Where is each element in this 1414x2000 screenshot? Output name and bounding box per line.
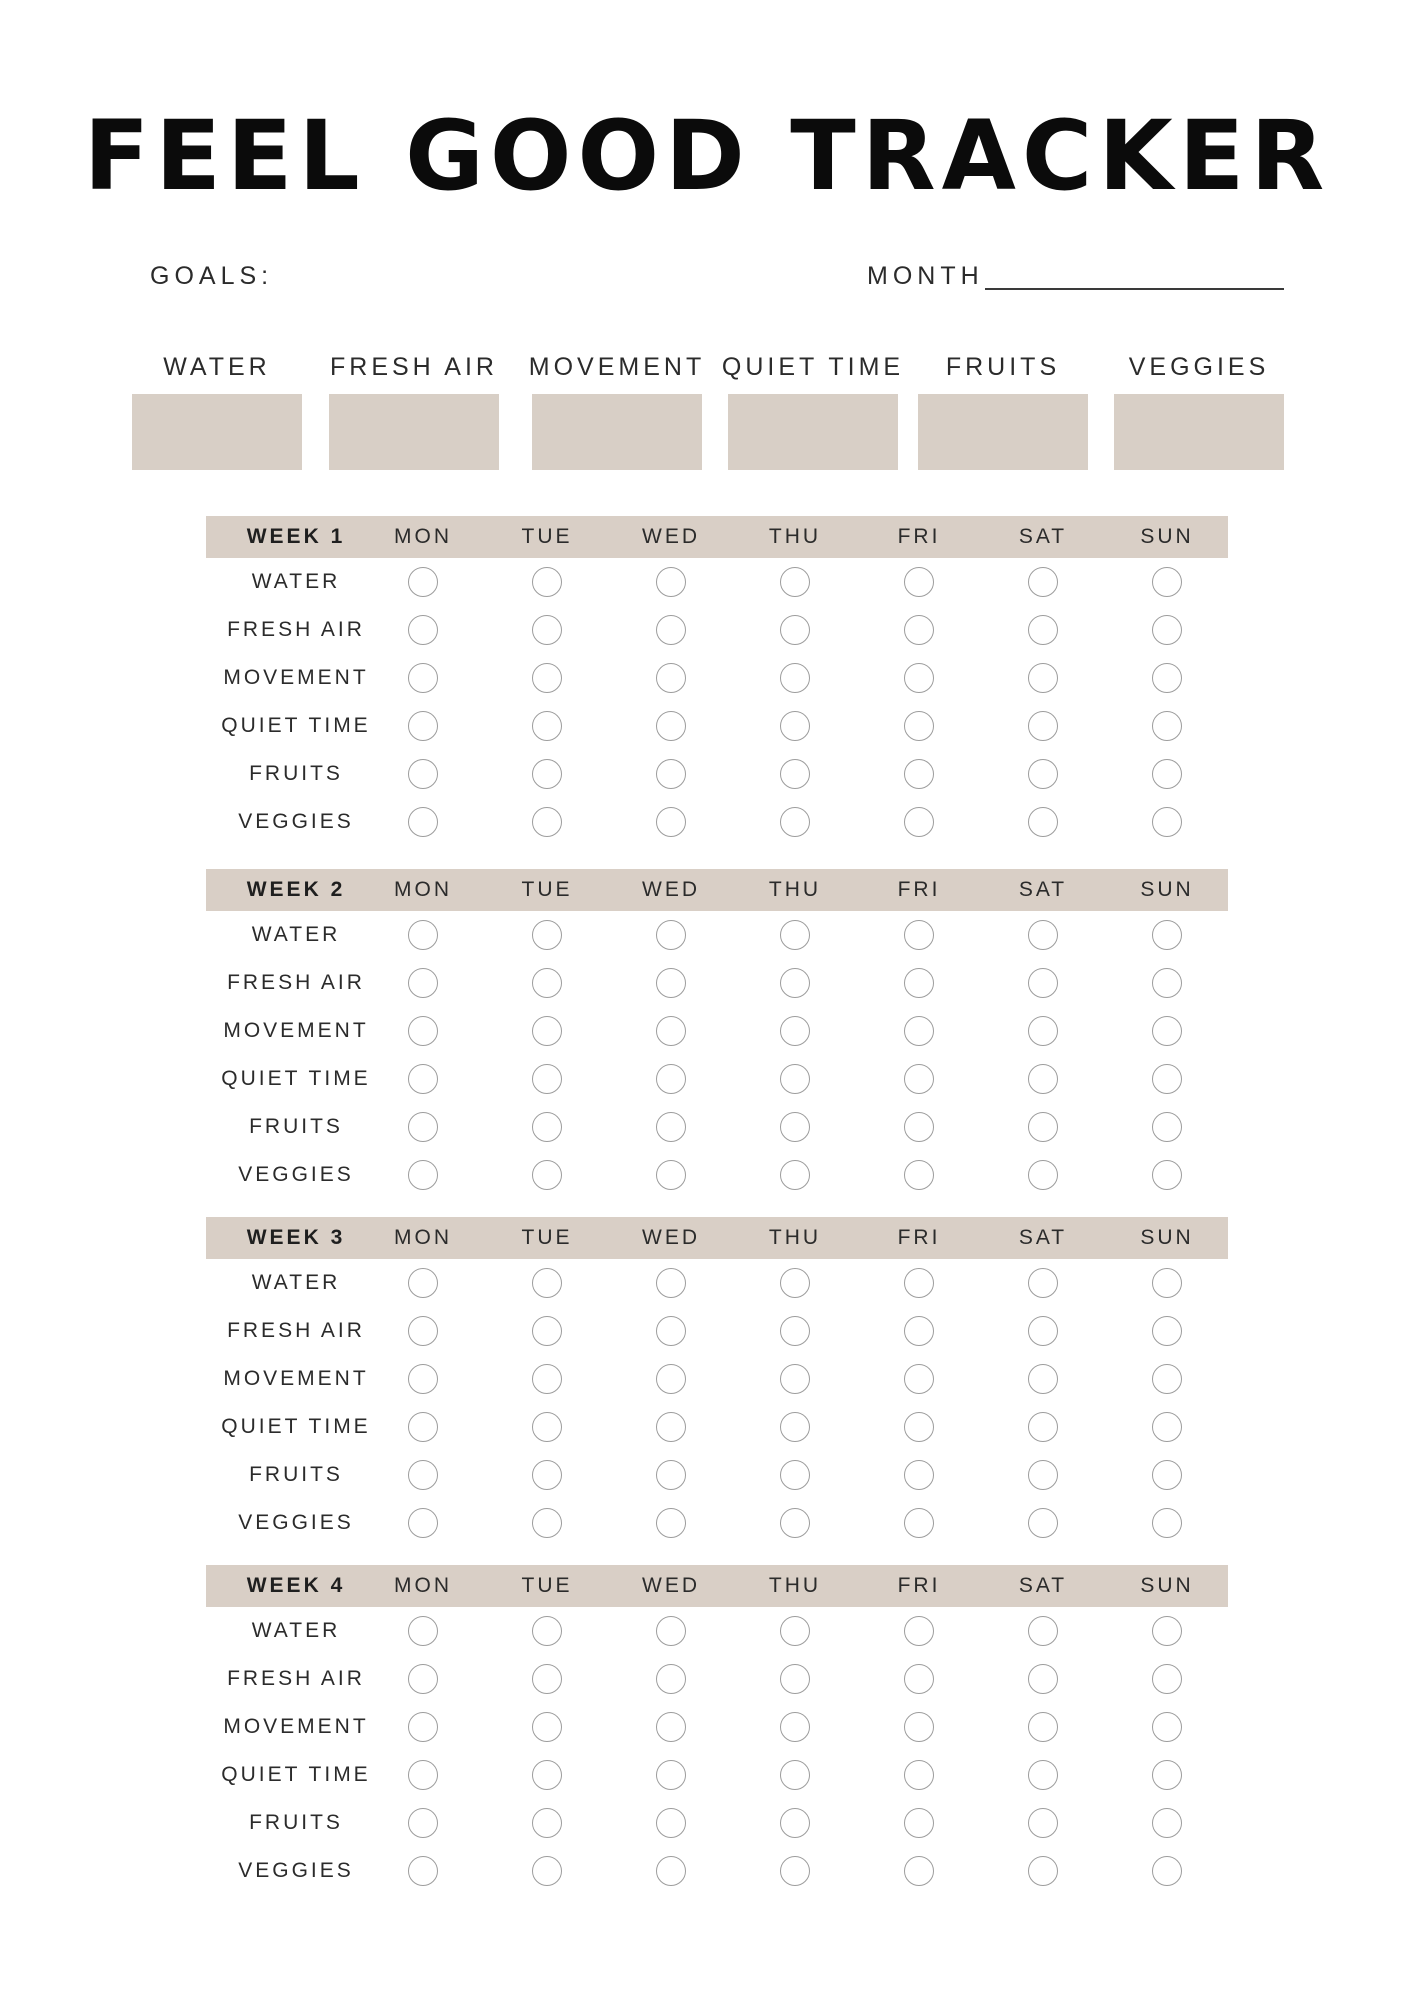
check-circle-fri[interactable] <box>904 1364 934 1394</box>
check-circle-tue[interactable] <box>532 1316 562 1346</box>
week-section-4 <box>206 1565 1228 1895</box>
check-circle-sat[interactable] <box>1028 567 1058 597</box>
check-circle-fri[interactable] <box>904 1760 934 1790</box>
habit-row-water <box>206 911 1228 959</box>
check-circle-fri[interactable] <box>904 759 934 789</box>
check-circle-fri[interactable] <box>904 1616 934 1646</box>
check-circle-fri[interactable] <box>904 1016 934 1046</box>
habit-row-fruits <box>206 1103 1228 1151</box>
check-circle-wed[interactable] <box>656 1160 686 1190</box>
check-circle-sat[interactable] <box>1028 615 1058 645</box>
habit-label: QUIET TIME <box>221 714 371 737</box>
habit-label: VEGGIES <box>238 1163 354 1186</box>
day-label-mon: MON <box>394 1226 452 1249</box>
habit-row-quiet-time <box>206 1403 1228 1451</box>
check-circle-thu[interactable] <box>780 1808 810 1838</box>
check-circle-thu[interactable] <box>780 1508 810 1538</box>
day-label-sun: SUN <box>1140 1574 1194 1597</box>
check-circle-tue[interactable] <box>532 1112 562 1142</box>
check-circle-sun[interactable] <box>1152 711 1182 741</box>
goal-label: VEGGIES <box>1128 353 1270 381</box>
check-circle-sat[interactable] <box>1028 1856 1058 1886</box>
check-circle-sat[interactable] <box>1028 1268 1058 1298</box>
check-circle-thu[interactable] <box>780 663 810 693</box>
habit-label: QUIET TIME <box>221 1067 371 1090</box>
check-circle-sat[interactable] <box>1028 1412 1058 1442</box>
day-label-sat: SAT <box>1018 1574 1068 1597</box>
check-circle-tue[interactable] <box>532 1064 562 1094</box>
check-circle-sat[interactable] <box>1028 663 1058 693</box>
goal-fresh-air <box>329 352 499 470</box>
habit-label: FRESH AIR <box>227 618 365 641</box>
check-circle-wed[interactable] <box>656 759 686 789</box>
check-circle-thu[interactable] <box>780 567 810 597</box>
goal-box-movement[interactable] <box>532 394 702 470</box>
check-circle-fri[interactable] <box>904 1268 934 1298</box>
check-circle-mon[interactable] <box>408 1160 438 1190</box>
check-circle-mon[interactable] <box>408 567 438 597</box>
habit-label: FRUITS <box>249 1811 343 1834</box>
goal-movement <box>528 352 706 470</box>
page-title: FEEL GOOD TRACKER <box>83 100 1331 212</box>
day-label-fri: FRI <box>897 525 941 548</box>
month-label: MONTH <box>867 262 984 290</box>
check-circle-fri[interactable] <box>904 615 934 645</box>
check-circle-thu[interactable] <box>780 1712 810 1742</box>
habit-row-quiet-time <box>206 702 1228 750</box>
goal-box-water[interactable] <box>132 394 302 470</box>
check-circle-sun[interactable] <box>1152 968 1182 998</box>
check-circle-mon[interactable] <box>408 1064 438 1094</box>
goal-box-fresh-air[interactable] <box>329 394 499 470</box>
week-header <box>206 516 1228 558</box>
check-circle-thu[interactable] <box>780 1760 810 1790</box>
check-circle-sat[interactable] <box>1028 968 1058 998</box>
check-circle-fri[interactable] <box>904 1460 934 1490</box>
day-label-thu: THU <box>768 1226 822 1249</box>
goal-quiet-time <box>721 352 905 470</box>
goal-label: FRESH AIR <box>330 353 498 381</box>
goal-box-quiet-time[interactable] <box>728 394 898 470</box>
check-circle-sat[interactable] <box>1028 1616 1058 1646</box>
check-circle-sat[interactable] <box>1028 1064 1058 1094</box>
day-label-fri: FRI <box>897 1226 941 1249</box>
check-circle-sun[interactable] <box>1152 1616 1182 1646</box>
week-header <box>206 1217 1228 1259</box>
check-circle-thu[interactable] <box>780 1064 810 1094</box>
day-label-tue: TUE <box>521 878 573 901</box>
check-circle-thu[interactable] <box>780 1316 810 1346</box>
check-circle-fri[interactable] <box>904 663 934 693</box>
goal-water <box>132 352 302 470</box>
check-circle-sun[interactable] <box>1152 1712 1182 1742</box>
check-circle-thu[interactable] <box>780 759 810 789</box>
check-circle-sat[interactable] <box>1028 807 1058 837</box>
week-header <box>206 1565 1228 1607</box>
week-header <box>206 869 1228 911</box>
day-label-fri: FRI <box>897 1574 941 1597</box>
check-circle-sat[interactable] <box>1028 1160 1058 1190</box>
check-circle-wed[interactable] <box>656 711 686 741</box>
check-circle-mon[interactable] <box>408 1616 438 1646</box>
check-circle-wed[interactable] <box>656 1664 686 1694</box>
habit-label: MOVEMENT <box>223 666 369 689</box>
check-circle-tue[interactable] <box>532 1664 562 1694</box>
check-circle-sun[interactable] <box>1152 1412 1182 1442</box>
check-circle-mon[interactable] <box>408 1112 438 1142</box>
habit-row-fresh-air <box>206 606 1228 654</box>
check-circle-sat[interactable] <box>1028 1016 1058 1046</box>
check-circle-mon[interactable] <box>408 663 438 693</box>
check-circle-fri[interactable] <box>904 1856 934 1886</box>
habit-row-fruits <box>206 1451 1228 1499</box>
week-section-1 <box>206 516 1228 846</box>
check-circle-fri[interactable] <box>904 1664 934 1694</box>
check-circle-sun[interactable] <box>1152 1112 1182 1142</box>
check-circle-wed[interactable] <box>656 1508 686 1538</box>
habit-row-quiet-time <box>206 1751 1228 1799</box>
day-label-wed: WED <box>642 1226 700 1249</box>
week-title: WEEK 1 <box>246 525 346 548</box>
week-title: WEEK 3 <box>246 1226 346 1249</box>
day-label-wed: WED <box>642 525 700 548</box>
goal-box-fruits[interactable] <box>918 394 1088 470</box>
habit-row-water <box>206 1259 1228 1307</box>
check-circle-thu[interactable] <box>780 1160 810 1190</box>
check-circle-sat[interactable] <box>1028 1508 1058 1538</box>
check-circle-thu[interactable] <box>780 1616 810 1646</box>
habit-label: FRESH AIR <box>227 1319 365 1342</box>
week-title: WEEK 2 <box>246 878 346 901</box>
check-circle-thu[interactable] <box>780 1856 810 1886</box>
habit-label: FRUITS <box>249 1115 343 1138</box>
goal-box-veggies[interactable] <box>1114 394 1284 470</box>
check-circle-mon[interactable] <box>408 759 438 789</box>
habit-label: QUIET TIME <box>221 1763 371 1786</box>
check-circle-sun[interactable] <box>1152 663 1182 693</box>
habit-label: VEGGIES <box>238 1511 354 1534</box>
check-circle-mon[interactable] <box>408 1760 438 1790</box>
habit-row-fruits <box>206 750 1228 798</box>
check-circle-fri[interactable] <box>904 1112 934 1142</box>
check-circle-sun[interactable] <box>1152 1664 1182 1694</box>
check-circle-tue[interactable] <box>532 920 562 950</box>
check-circle-tue[interactable] <box>532 1808 562 1838</box>
day-label-mon: MON <box>394 878 452 901</box>
check-circle-tue[interactable] <box>532 663 562 693</box>
week-title: WEEK 4 <box>246 1574 346 1597</box>
check-circle-wed[interactable] <box>656 1364 686 1394</box>
goal-label: MOVEMENT <box>528 353 706 381</box>
check-circle-sat[interactable] <box>1028 1460 1058 1490</box>
day-label-sat: SAT <box>1018 525 1068 548</box>
check-circle-mon[interactable] <box>408 1268 438 1298</box>
day-label-thu: THU <box>768 1574 822 1597</box>
check-circle-thu[interactable] <box>780 807 810 837</box>
check-circle-mon[interactable] <box>408 1412 438 1442</box>
check-circle-fri[interactable] <box>904 1712 934 1742</box>
check-circle-tue[interactable] <box>532 711 562 741</box>
habit-row-fresh-air <box>206 1307 1228 1355</box>
check-circle-sat[interactable] <box>1028 711 1058 741</box>
check-circle-tue[interactable] <box>532 1016 562 1046</box>
habit-row-fresh-air <box>206 1655 1228 1703</box>
day-label-mon: MON <box>394 1574 452 1597</box>
check-circle-fri[interactable] <box>904 1808 934 1838</box>
week-section-3 <box>206 1217 1228 1547</box>
check-circle-sun[interactable] <box>1152 1268 1182 1298</box>
goal-veggies <box>1114 352 1284 470</box>
check-circle-thu[interactable] <box>780 1112 810 1142</box>
day-label-sat: SAT <box>1018 1226 1068 1249</box>
habit-label: MOVEMENT <box>223 1715 369 1738</box>
check-circle-mon[interactable] <box>408 807 438 837</box>
check-circle-tue[interactable] <box>532 1364 562 1394</box>
day-label-sun: SUN <box>1140 878 1194 901</box>
check-circle-sun[interactable] <box>1152 1064 1182 1094</box>
habit-label: FRESH AIR <box>227 971 365 994</box>
habit-label: WATER <box>251 1271 341 1294</box>
check-circle-mon[interactable] <box>408 1808 438 1838</box>
check-circle-sun[interactable] <box>1152 567 1182 597</box>
habit-row-fruits <box>206 1799 1228 1847</box>
check-circle-sun[interactable] <box>1152 759 1182 789</box>
check-circle-sun[interactable] <box>1152 615 1182 645</box>
check-circle-fri[interactable] <box>904 920 934 950</box>
habit-row-movement <box>206 654 1228 702</box>
check-circle-thu[interactable] <box>780 1460 810 1490</box>
check-circle-mon[interactable] <box>408 1316 438 1346</box>
check-circle-sat[interactable] <box>1028 759 1058 789</box>
check-circle-wed[interactable] <box>656 1112 686 1142</box>
check-circle-sat[interactable] <box>1028 920 1058 950</box>
habit-label: WATER <box>251 1619 341 1642</box>
check-circle-mon[interactable] <box>408 920 438 950</box>
check-circle-sat[interactable] <box>1028 1112 1058 1142</box>
check-circle-sat[interactable] <box>1028 1808 1058 1838</box>
day-label-mon: MON <box>394 525 452 548</box>
check-circle-wed[interactable] <box>656 663 686 693</box>
day-label-wed: WED <box>642 1574 700 1597</box>
habit-label: WATER <box>251 923 341 946</box>
check-circle-mon[interactable] <box>408 1856 438 1886</box>
check-circle-wed[interactable] <box>656 567 686 597</box>
check-circle-fri[interactable] <box>904 711 934 741</box>
habit-row-veggies <box>206 798 1228 846</box>
check-circle-sun[interactable] <box>1152 1016 1182 1046</box>
month-input-line[interactable] <box>985 288 1284 290</box>
check-circle-tue[interactable] <box>532 1160 562 1190</box>
check-circle-sat[interactable] <box>1028 1364 1058 1394</box>
day-label-thu: THU <box>768 878 822 901</box>
check-circle-wed[interactable] <box>656 968 686 998</box>
check-circle-sun[interactable] <box>1152 1460 1182 1490</box>
habit-row-quiet-time <box>206 1055 1228 1103</box>
goal-label: FRUITS <box>945 353 1061 381</box>
check-circle-tue[interactable] <box>532 567 562 597</box>
week-section-2 <box>206 869 1228 1199</box>
check-circle-tue[interactable] <box>532 1856 562 1886</box>
day-label-thu: THU <box>768 525 822 548</box>
check-circle-sat[interactable] <box>1028 1664 1058 1694</box>
habit-row-veggies <box>206 1499 1228 1547</box>
day-label-sun: SUN <box>1140 525 1194 548</box>
check-circle-sun[interactable] <box>1152 1316 1182 1346</box>
check-circle-tue[interactable] <box>532 807 562 837</box>
check-circle-sun[interactable] <box>1152 1760 1182 1790</box>
habit-label: FRESH AIR <box>227 1667 365 1690</box>
check-circle-mon[interactable] <box>408 615 438 645</box>
check-circle-sat[interactable] <box>1028 1712 1058 1742</box>
check-circle-wed[interactable] <box>656 807 686 837</box>
habit-label: QUIET TIME <box>221 1415 371 1438</box>
day-label-tue: TUE <box>521 1574 573 1597</box>
check-circle-wed[interactable] <box>656 1064 686 1094</box>
check-circle-wed[interactable] <box>656 920 686 950</box>
check-circle-wed[interactable] <box>656 1760 686 1790</box>
day-label-tue: TUE <box>521 525 573 548</box>
check-circle-wed[interactable] <box>656 1460 686 1490</box>
check-circle-mon[interactable] <box>408 968 438 998</box>
check-circle-tue[interactable] <box>532 615 562 645</box>
day-label-sun: SUN <box>1140 1226 1194 1249</box>
check-circle-tue[interactable] <box>532 759 562 789</box>
check-circle-wed[interactable] <box>656 1712 686 1742</box>
check-circle-mon[interactable] <box>408 1508 438 1538</box>
day-label-tue: TUE <box>521 1226 573 1249</box>
check-circle-sun[interactable] <box>1152 1808 1182 1838</box>
goals-label: GOALS: <box>150 262 274 290</box>
check-circle-wed[interactable] <box>656 1016 686 1046</box>
check-circle-tue[interactable] <box>532 1760 562 1790</box>
check-circle-tue[interactable] <box>532 1616 562 1646</box>
check-circle-fri[interactable] <box>904 1412 934 1442</box>
check-circle-mon[interactable] <box>408 1364 438 1394</box>
check-circle-wed[interactable] <box>656 1856 686 1886</box>
check-circle-sun[interactable] <box>1152 920 1182 950</box>
check-circle-mon[interactable] <box>408 1460 438 1490</box>
check-circle-thu[interactable] <box>780 968 810 998</box>
check-circle-wed[interactable] <box>656 1268 686 1298</box>
check-circle-tue[interactable] <box>532 1268 562 1298</box>
check-circle-tue[interactable] <box>532 1460 562 1490</box>
habit-label: VEGGIES <box>238 810 354 833</box>
check-circle-fri[interactable] <box>904 1064 934 1094</box>
check-circle-wed[interactable] <box>656 1412 686 1442</box>
check-circle-fri[interactable] <box>904 1508 934 1538</box>
check-circle-thu[interactable] <box>780 1016 810 1046</box>
habit-row-movement <box>206 1007 1228 1055</box>
check-circle-fri[interactable] <box>904 1316 934 1346</box>
check-circle-sun[interactable] <box>1152 1160 1182 1190</box>
check-circle-fri[interactable] <box>904 1160 934 1190</box>
check-circle-wed[interactable] <box>656 1808 686 1838</box>
check-circle-wed[interactable] <box>656 1616 686 1646</box>
goal-fruits <box>918 352 1088 470</box>
habit-label: FRUITS <box>249 762 343 785</box>
habit-label: VEGGIES <box>238 1859 354 1882</box>
day-label-sat: SAT <box>1018 878 1068 901</box>
habit-row-water <box>206 558 1228 606</box>
check-circle-thu[interactable] <box>780 1364 810 1394</box>
goal-label: QUIET TIME <box>721 353 905 381</box>
check-circle-sun[interactable] <box>1152 1856 1182 1886</box>
habit-label: WATER <box>251 570 341 593</box>
check-circle-fri[interactable] <box>904 807 934 837</box>
check-circle-wed[interactable] <box>656 615 686 645</box>
habit-row-movement <box>206 1703 1228 1751</box>
habit-row-movement <box>206 1355 1228 1403</box>
check-circle-tue[interactable] <box>532 1712 562 1742</box>
day-label-wed: WED <box>642 878 700 901</box>
day-label-fri: FRI <box>897 878 941 901</box>
check-circle-mon[interactable] <box>408 1664 438 1694</box>
check-circle-fri[interactable] <box>904 567 934 597</box>
check-circle-thu[interactable] <box>780 711 810 741</box>
check-circle-thu[interactable] <box>780 1664 810 1694</box>
check-circle-thu[interactable] <box>780 1268 810 1298</box>
check-circle-mon[interactable] <box>408 1712 438 1742</box>
check-circle-sat[interactable] <box>1028 1760 1058 1790</box>
check-circle-sun[interactable] <box>1152 1508 1182 1538</box>
check-circle-tue[interactable] <box>532 968 562 998</box>
habit-row-water <box>206 1607 1228 1655</box>
habit-row-fresh-air <box>206 959 1228 1007</box>
check-circle-fri[interactable] <box>904 968 934 998</box>
check-circle-wed[interactable] <box>656 1316 686 1346</box>
check-circle-thu[interactable] <box>780 615 810 645</box>
check-circle-tue[interactable] <box>532 1508 562 1538</box>
check-circle-tue[interactable] <box>532 1412 562 1442</box>
habit-row-veggies <box>206 1847 1228 1895</box>
check-circle-mon[interactable] <box>408 1016 438 1046</box>
habit-label: MOVEMENT <box>223 1019 369 1042</box>
check-circle-sat[interactable] <box>1028 1316 1058 1346</box>
check-circle-sun[interactable] <box>1152 1364 1182 1394</box>
check-circle-thu[interactable] <box>780 1412 810 1442</box>
habit-label: MOVEMENT <box>223 1367 369 1390</box>
goal-label: WATER <box>163 353 271 381</box>
habit-label: FRUITS <box>249 1463 343 1486</box>
check-circle-mon[interactable] <box>408 711 438 741</box>
check-circle-thu[interactable] <box>780 920 810 950</box>
habit-row-veggies <box>206 1151 1228 1199</box>
check-circle-sun[interactable] <box>1152 807 1182 837</box>
